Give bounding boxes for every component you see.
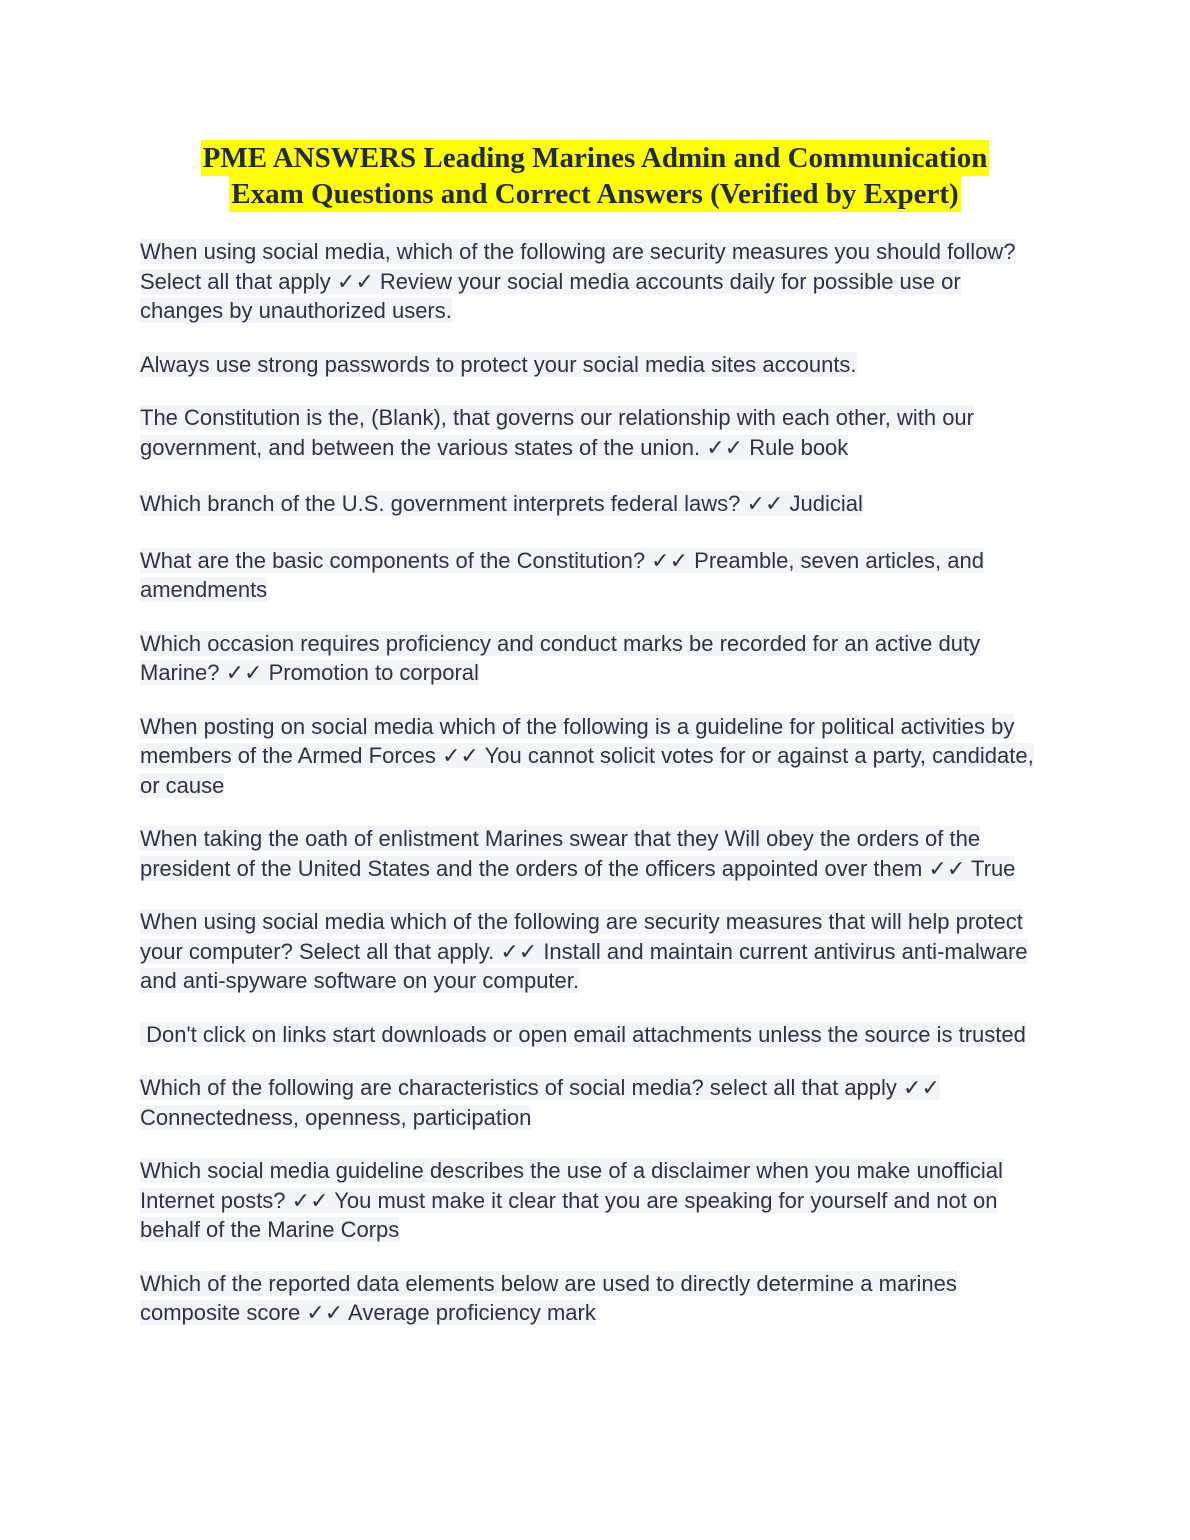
qa-text: Which social media guideline describes the use of a disclaimer when you make unofficial Internet posts? ✓✓ You must make it clear that you are speaking for yourself and not on behalf of the Marine Corps [140, 1158, 1003, 1242]
qa-text: Which of the following are characteristics of social media? select all that apply ✓✓ Connectedness, openness, participation [140, 1075, 940, 1130]
qa-paragraph [140, 1020, 1045, 1050]
qa-paragraph [140, 403, 1045, 462]
qa-text: The Constitution is the, (Blank), that governs our relationship with each other, with our government, and between the various states of the union. ✓✓ Rule book [140, 405, 974, 460]
qa-paragraph [140, 350, 1045, 380]
qa-paragraph [140, 712, 1045, 801]
qa-text: Don't click on links start downloads or open email attachments unless the source is trusted [140, 1021, 1026, 1047]
qa-paragraph [140, 1073, 1045, 1132]
qa-text: Which occasion requires proficiency and conduct marks be recorded for an active duty Marine? ✓✓ Promotion to corporal [140, 630, 981, 685]
qa-text: What are the basic components of the Constitution? ✓✓ Preamble, seven articles, and amendments [140, 547, 984, 602]
title-line-1: PME ANSWERS Leading Marines Admin and Communication [202, 142, 988, 174]
document-body [140, 237, 1045, 1352]
qa-paragraph [140, 907, 1045, 996]
qa-paragraph [140, 1269, 1045, 1328]
qa-text: When posting on social media which of the following is a guideline for political activities by members of the Armed Forces ✓✓ You cannot solicit votes for or against a party, candidate, or cause [140, 713, 1034, 798]
qa-text: Which branch of the U.S. government interprets federal laws? ✓✓ Judicial [140, 491, 863, 516]
qa-paragraph [140, 489, 1045, 519]
qa-text: Always use strong passwords to protect your social media sites accounts. [140, 351, 857, 377]
document-title [0, 140, 1190, 212]
qa-paragraph [140, 546, 1045, 605]
qa-paragraph [140, 629, 1045, 688]
qa-text: Which of the reported data elements below are used to directly determine a marines composite score ✓✓ Average proficiency mark [140, 1270, 957, 1325]
qa-paragraph [140, 237, 1045, 326]
qa-text: When taking the oath of enlistment Marines swear that they Will obey the orders of the president of the United States and the orders of the officers appointed over them ✓✓ True [140, 826, 1016, 881]
qa-paragraph [140, 824, 1045, 883]
qa-paragraph [140, 1156, 1045, 1245]
title-line-2: Exam Questions and Correct Answers (Verified by Expert) [231, 178, 959, 210]
qa-text: When using social media, which of the following are security measures you should follow? Select all that apply ✓✓ Review your social media accounts daily for possible use or changes by unauthorized users. [140, 239, 1016, 323]
qa-text: When using social media which of the following are security measures that will help protect your computer? Select all that apply. ✓✓ Install and maintain current antivirus anti-malware and anti-spyware software on your computer. [140, 909, 1028, 993]
